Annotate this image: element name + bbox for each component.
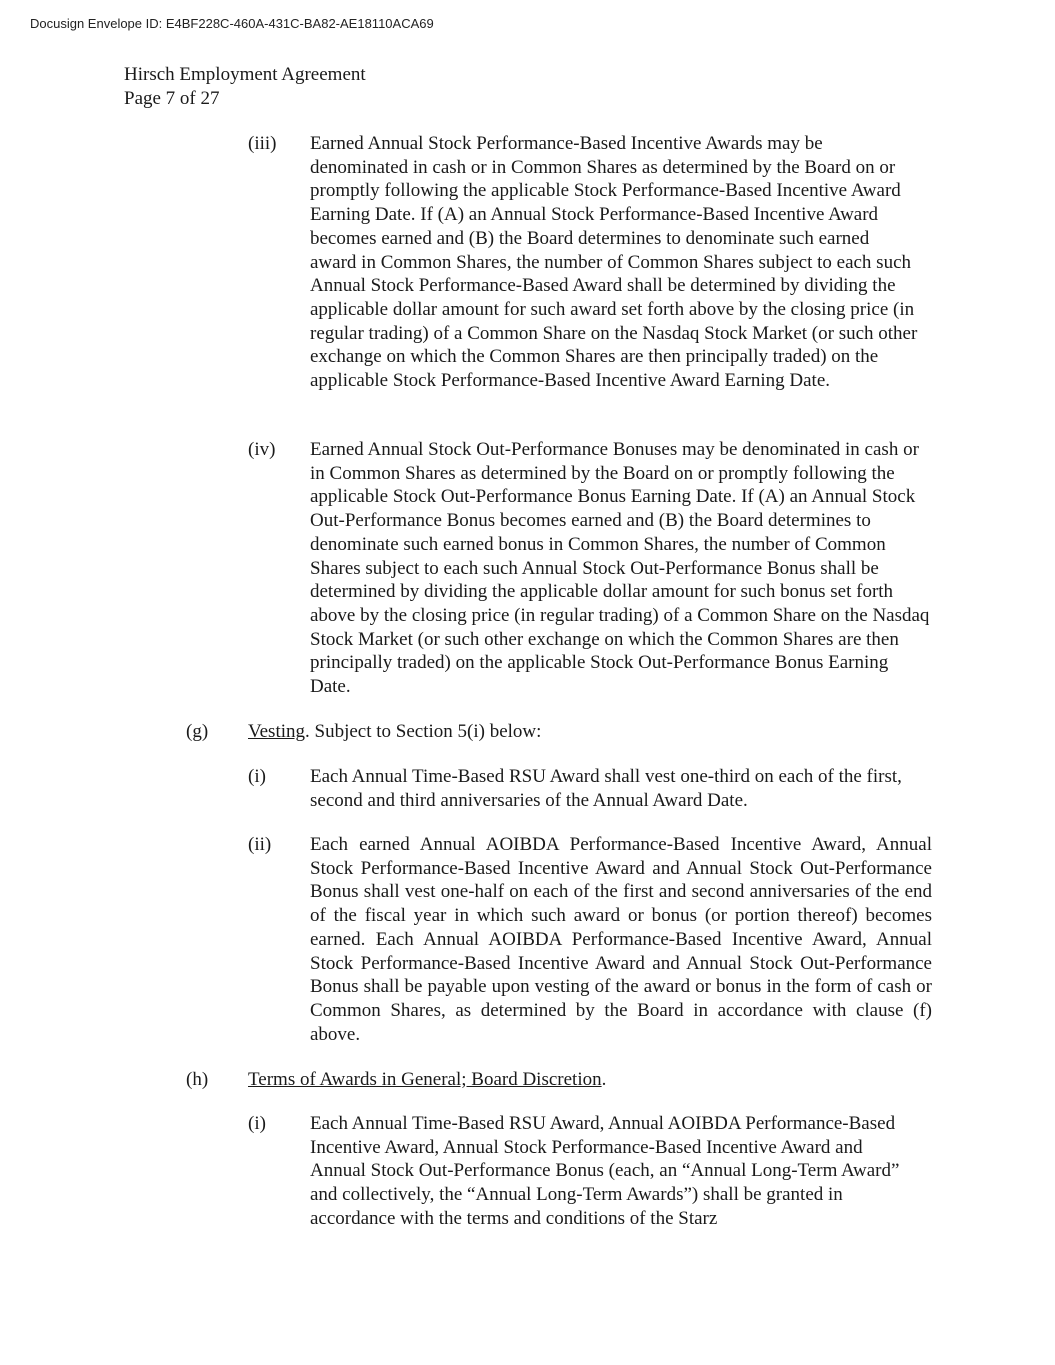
- clause-label-g-ii: (ii): [248, 834, 272, 855]
- clause-text-h-i: Each Annual Time-Based RSU Award, Annual AOIBDA Performance-Based Incentive Award, Annual Stock Performance-Based Incentive Award and Annual Stock Out-Performance Bonus (each, an “Annual Long-Term Award” and collectively, the “Annual Long-Term Awards”) shall be granted in accordance with the terms and conditions of the Starz: [310, 1113, 900, 1229]
- section-heading-g: [248, 720, 541, 744]
- document-title: Hirsch Employment Agreement: [124, 64, 366, 85]
- clause-text-g-ii: Each earned Annual AOIBDA Performance-Based Incentive Award, Annual Stock Performance-Based Incentive Award and Annual Stock Out-Performance Bonus shall vest one-half on each of the first and second anniversaries of the end of the fiscal year in which such award or bonus (or portion thereof) becomes earned. Each Annual AOIBDA Performance-Based Incentive Award, Annual Stock Performance-Based Incentive Award and Annual Stock Out-Performance Bonus shall be payable upon vesting of the award or bonus in the form of cash or Common Shares, as determined by the Board in accordance with clause (f) above.: [310, 834, 932, 1045]
- page-number: Page 7 of 27: [124, 88, 220, 109]
- clause-text-iii: Earned Annual Stock Performance-Based Incentive Awards may be denominated in cash or in Common Shares as determined by the Board on or promptly following the applicable Stock Performance-Based Incentive Award Earning Date. If (A) an Annual Stock Performance-Based Incentive Award becomes earned and (B) the Board determines to denominate such earned award in Common Shares, the number of Common Shares subject to each such Annual Stock Performance-Based Award shall be determined by dividing the applicable dollar amount for such award set forth above by the closing price (in regular trading) of a Common Share on the Nasdaq Stock Market (or such other exchange on which the Common Shares are then principally traded) on the applicable Stock Performance-Based Incentive Award Earning Date.: [310, 133, 918, 392]
- page-header: [124, 63, 366, 111]
- section-label-h: (h): [186, 1069, 209, 1090]
- terms-heading-period: .: [601, 1069, 607, 1090]
- terms-heading: Terms of Awards in General; Board Discretion: [248, 1069, 602, 1090]
- vesting-heading: Vesting: [248, 721, 305, 742]
- docusign-envelope-id: Docusign Envelope ID: E4BF228C-460A-431C-BA82-AE18110ACA69: [30, 16, 434, 31]
- section-heading-h: [248, 1068, 606, 1092]
- vesting-intro: . Subject to Section 5(i) below:: [305, 721, 542, 742]
- clause-label-g-i: (i): [248, 766, 266, 787]
- section-label-g: (g): [186, 721, 209, 742]
- clause-text-g-i: Each Annual Time-Based RSU Award shall vest one-third on each of the first, second and third anniversaries of the Annual Award Date.: [310, 766, 902, 811]
- clause-label-iii: (iii): [248, 133, 277, 154]
- clause-label-h-i: (i): [248, 1113, 266, 1134]
- clause-text-iv: Earned Annual Stock Out-Performance Bonuses may be denominated in cash or in Common Shares as determined by the Board on or promptly following the applicable Stock Out-Performance Bonus Earning Date. If (A) an Annual Stock Out-Performance Bonus becomes earned and (B) the Board determines to denominate such earned bonus in Common Shares, the number of Common Shares subject to each such Annual Stock Out-Performance Bonus shall be determined by dividing the applicable dollar amount for such bonus set forth above by the closing price (in regular trading) of a Common Share on the Nasdaq Stock Market (or such other exchange on which the Common Shares are then principally traded) on the applicable Stock Out-Performance Bonus Earning Date.: [310, 439, 930, 698]
- clause-label-iv: (iv): [248, 439, 276, 460]
